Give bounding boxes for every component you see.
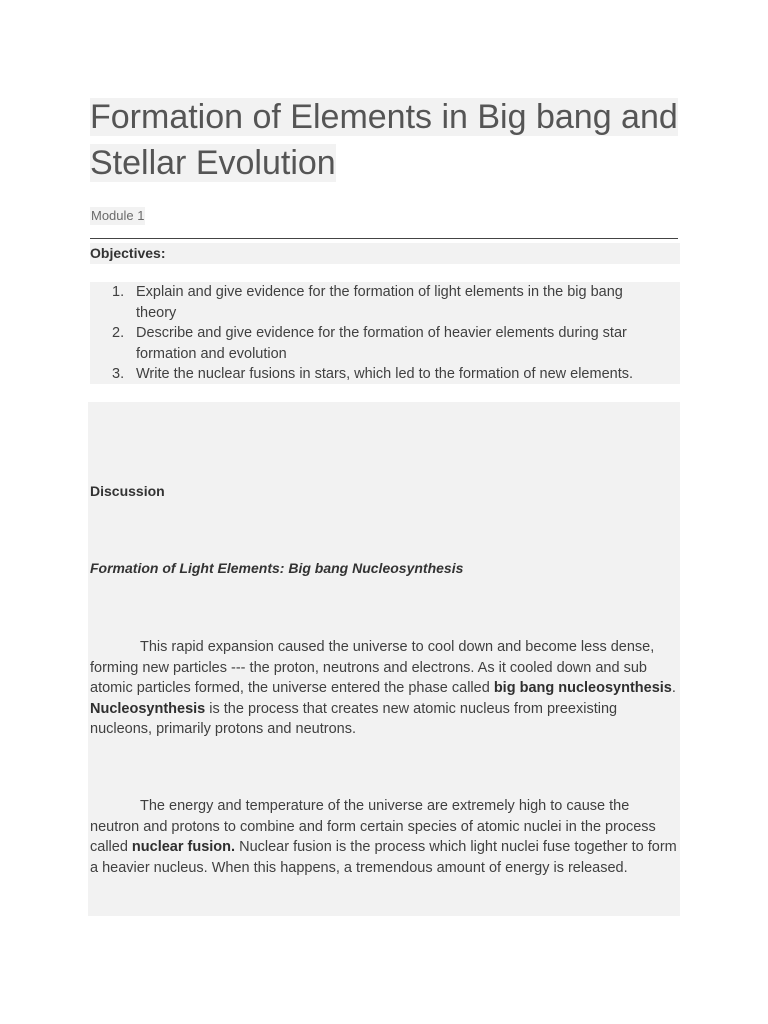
document-title [90,94,690,186]
paragraph-nuclear-fusion [90,796,680,878]
section-heading: Formation of Light Elements: Big bang Nucleosynthesis [90,560,464,576]
bold-term-nucleosynthesis: Nucleosynthesis [90,700,206,717]
bold-term-big-bang-nucleosynthesis: big bang nucleosynthesis [493,680,672,697]
list-item-text: Describe and give evidence for the formation of heavier elements during star formation and evolution [136,325,627,362]
list-item-number: 2. [112,325,125,342]
discussion-heading: Discussion [90,483,165,499]
paragraph-text: Nuclear fusion is the process which light nuclei fuse together to form a heavier nucleus. When this happens, a tremendous amount of energy is released. [90,839,677,876]
list-item [90,282,680,323]
paragraph-text: . [671,680,676,697]
list-item [90,364,680,385]
horizontal-divider [90,238,678,239]
bold-term-nuclear-fusion: nuclear fusion. [131,839,236,856]
list-item-number: 1. [112,284,125,300]
paragraph-big-bang-nucleosynthesis [90,637,680,740]
list-item-text: Write the nuclear fusions in stars, which led to the formation of new elements. [136,366,634,383]
list-item-text: Explain and give evidence for the formation of light elements in the big bang theory [136,284,623,321]
paragraph-text: This rapid expansion caused the universe to cool down and become less dense, forming new particles --- the proton, neutrons and electrons. As it cooled down and sub atomic particles formed, the universe entered the phase called [90,639,655,697]
module-label: Module 1 [91,208,145,223]
paragraph-text: The energy and temperature of the universe are extremely high to cause the neutron and protons to combine and form certain species of atomic nuclei in the process called [90,798,656,856]
objectives-heading: Objectives: [90,243,680,264]
paragraph-text: is the process that creates new atomic nucleus from preexisting nucleons, primarily protons and neutrons. [90,700,618,738]
title-line-1: Formation of Elements in Big bang and [90,98,678,136]
list-item [90,323,680,364]
list-item-number: 3. [112,366,125,383]
objectives-list [90,282,680,384]
title-line-2: Stellar Evolution [90,144,336,182]
